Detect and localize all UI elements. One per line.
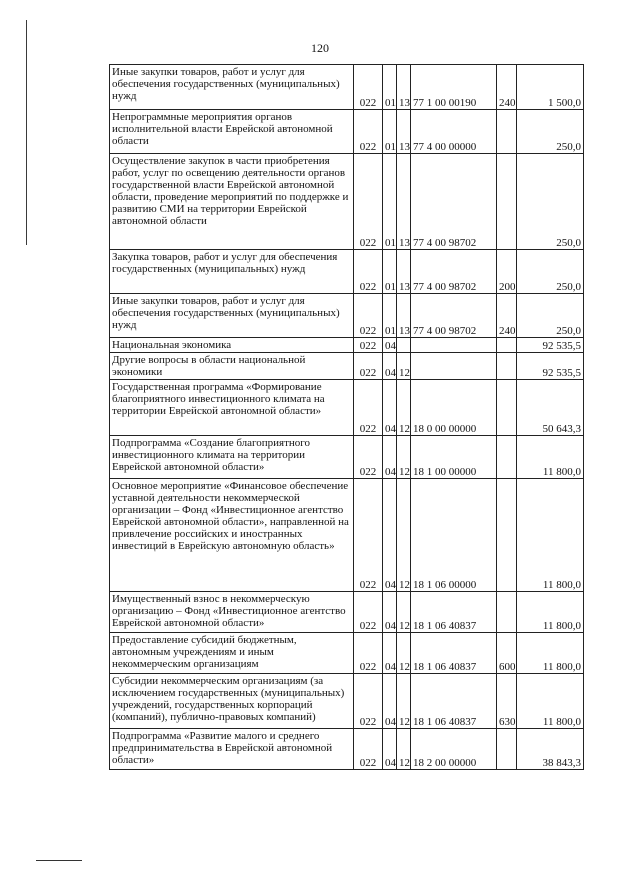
- row-amount: 250,0: [517, 154, 584, 250]
- table-row: [110, 479, 584, 592]
- row-expense-type: [497, 338, 517, 353]
- row-grbs: 022: [354, 380, 383, 436]
- scan-edge-line-bottom: [36, 860, 82, 861]
- row-name: Иные закупки товаров, работ и услуг для обеспечения государственных (муниципальных) нужд: [110, 294, 354, 338]
- row-section: 01: [383, 154, 397, 250]
- row-section: 04: [383, 729, 397, 770]
- row-expense-type: [497, 380, 517, 436]
- row-amount: 250,0: [517, 250, 584, 294]
- row-subsection: [397, 338, 411, 353]
- table-row: [110, 380, 584, 436]
- row-subsection: 12: [397, 380, 411, 436]
- row-subsection: 12: [397, 592, 411, 633]
- row-expense-type: [497, 353, 517, 380]
- table-row: [110, 65, 584, 110]
- row-subsection: 12: [397, 353, 411, 380]
- row-subsection: 12: [397, 674, 411, 729]
- row-grbs: 022: [354, 479, 383, 592]
- row-section: 04: [383, 479, 397, 592]
- table-row: [110, 338, 584, 353]
- table-row: [110, 633, 584, 674]
- table-row: [110, 729, 584, 770]
- row-name: Основное мероприятие «Финансовое обеспечение уставной деятельности некоммерческой организации – Фонд «Инвестиционное агентство Еврейской автономной области», направленной на привлечение российских и иностранных инвестиций в Еврейскую автономную область»: [110, 479, 354, 592]
- row-expense-type: 600: [497, 633, 517, 674]
- row-subsection: 13: [397, 250, 411, 294]
- row-amount: 92 535,5: [517, 338, 584, 353]
- row-name: Другие вопросы в области национальной экономики: [110, 353, 354, 380]
- row-amount: 1 500,0: [517, 65, 584, 110]
- row-expense-type: [497, 110, 517, 154]
- row-section: 01: [383, 294, 397, 338]
- row-name: Государственная программа «Формирование благоприятного инвестиционного климата на территории Еврейской автономной области»: [110, 380, 354, 436]
- row-amount: 38 843,3: [517, 729, 584, 770]
- row-section: 01: [383, 110, 397, 154]
- row-subsection: 13: [397, 110, 411, 154]
- row-target-article: [411, 353, 497, 380]
- row-target-article: 77 4 00 00000: [411, 110, 497, 154]
- row-target-article: 18 1 00 00000: [411, 436, 497, 479]
- row-amount: 11 800,0: [517, 674, 584, 729]
- row-amount: 250,0: [517, 294, 584, 338]
- table-row: [110, 592, 584, 633]
- row-expense-type: 240: [497, 65, 517, 110]
- row-expense-type: 630: [497, 674, 517, 729]
- row-name: Иные закупки товаров, работ и услуг для обеспечения государственных (муниципальных) нужд: [110, 65, 354, 110]
- row-section: 01: [383, 65, 397, 110]
- row-grbs: 022: [354, 592, 383, 633]
- table-row: [110, 154, 584, 250]
- table-row: [110, 110, 584, 154]
- row-amount: 11 800,0: [517, 436, 584, 479]
- row-name: Закупка товаров, работ и услуг для обеспечения государственных (муниципальных) нужд: [110, 250, 354, 294]
- row-target-article: 18 1 06 40837: [411, 674, 497, 729]
- row-grbs: 022: [354, 436, 383, 479]
- row-target-article: 77 4 00 98702: [411, 250, 497, 294]
- row-grbs: 022: [354, 154, 383, 250]
- row-subsection: 12: [397, 436, 411, 479]
- row-grbs: 022: [354, 65, 383, 110]
- row-expense-type: [497, 436, 517, 479]
- row-subsection: 12: [397, 479, 411, 592]
- row-target-article: 77 4 00 98702: [411, 294, 497, 338]
- row-target-article: 18 1 06 40837: [411, 633, 497, 674]
- row-expense-type: 200: [497, 250, 517, 294]
- row-subsection: 13: [397, 65, 411, 110]
- row-amount: 250,0: [517, 110, 584, 154]
- row-subsection: 13: [397, 294, 411, 338]
- row-section: 01: [383, 250, 397, 294]
- row-expense-type: [497, 479, 517, 592]
- table-row: [110, 294, 584, 338]
- row-expense-type: 240: [497, 294, 517, 338]
- row-target-article: 18 1 06 40837: [411, 592, 497, 633]
- row-name: Субсидии некоммерческим организациям (за исключением государственных (муниципальных) учреждений, государственных корпораций (компаний), публично-правовых компаний): [110, 674, 354, 729]
- row-name: Подпрограмма «Создание благоприятного инвестиционного климата на территории Еврейской автономной области»: [110, 436, 354, 479]
- row-target-article: 18 1 06 00000: [411, 479, 497, 592]
- row-name: Осуществление закупок в части приобретения работ, услуг по освещению деятельности органов государственной власти Еврейской автономной области, проведение мероприятий по поддержке и развитию СМИ на территории Еврейской автономной области: [110, 154, 354, 250]
- row-amount: 11 800,0: [517, 633, 584, 674]
- table-row: [110, 353, 584, 380]
- row-name: Предоставление субсидий бюджетным, автономным учреждениям и иным некоммерческим организациям: [110, 633, 354, 674]
- row-grbs: 022: [354, 250, 383, 294]
- row-grbs: 022: [354, 110, 383, 154]
- row-target-article: 77 4 00 98702: [411, 154, 497, 250]
- row-amount: 50 643,3: [517, 380, 584, 436]
- row-expense-type: [497, 729, 517, 770]
- row-name: Национальная экономика: [110, 338, 354, 353]
- row-target-article: 18 0 00 00000: [411, 380, 497, 436]
- row-section: 04: [383, 380, 397, 436]
- row-grbs: 022: [354, 338, 383, 353]
- row-amount: 11 800,0: [517, 479, 584, 592]
- row-grbs: 022: [354, 633, 383, 674]
- row-target-article: [411, 338, 497, 353]
- row-grbs: 022: [354, 353, 383, 380]
- row-amount: 11 800,0: [517, 592, 584, 633]
- row-expense-type: [497, 592, 517, 633]
- table-row: [110, 250, 584, 294]
- row-subsection: 12: [397, 729, 411, 770]
- row-section: 04: [383, 592, 397, 633]
- row-section: 04: [383, 674, 397, 729]
- row-amount: 92 535,5: [517, 353, 584, 380]
- row-target-article: 18 2 00 00000: [411, 729, 497, 770]
- row-name: Непрограммные мероприятия органов исполнительной власти Еврейской автономной области: [110, 110, 354, 154]
- budget-table: [109, 64, 584, 770]
- table-row: [110, 436, 584, 479]
- row-section: 04: [383, 436, 397, 479]
- row-section: 04: [383, 353, 397, 380]
- row-name: Подпрограмма «Развитие малого и среднего предпринимательства в Еврейской автономной области»: [110, 729, 354, 770]
- row-target-article: 77 1 00 00190: [411, 65, 497, 110]
- page-number: 120: [311, 41, 329, 55]
- row-section: 04: [383, 633, 397, 674]
- row-name: Имущественный взнос в некоммерческую организацию – Фонд «Инвестиционное агентство Еврейской автономной области»: [110, 592, 354, 633]
- row-section: 04: [383, 338, 397, 353]
- row-grbs: 022: [354, 674, 383, 729]
- row-expense-type: [497, 154, 517, 250]
- row-subsection: 12: [397, 633, 411, 674]
- row-grbs: 022: [354, 294, 383, 338]
- table-row: [110, 674, 584, 729]
- row-subsection: 13: [397, 154, 411, 250]
- row-grbs: 022: [354, 729, 383, 770]
